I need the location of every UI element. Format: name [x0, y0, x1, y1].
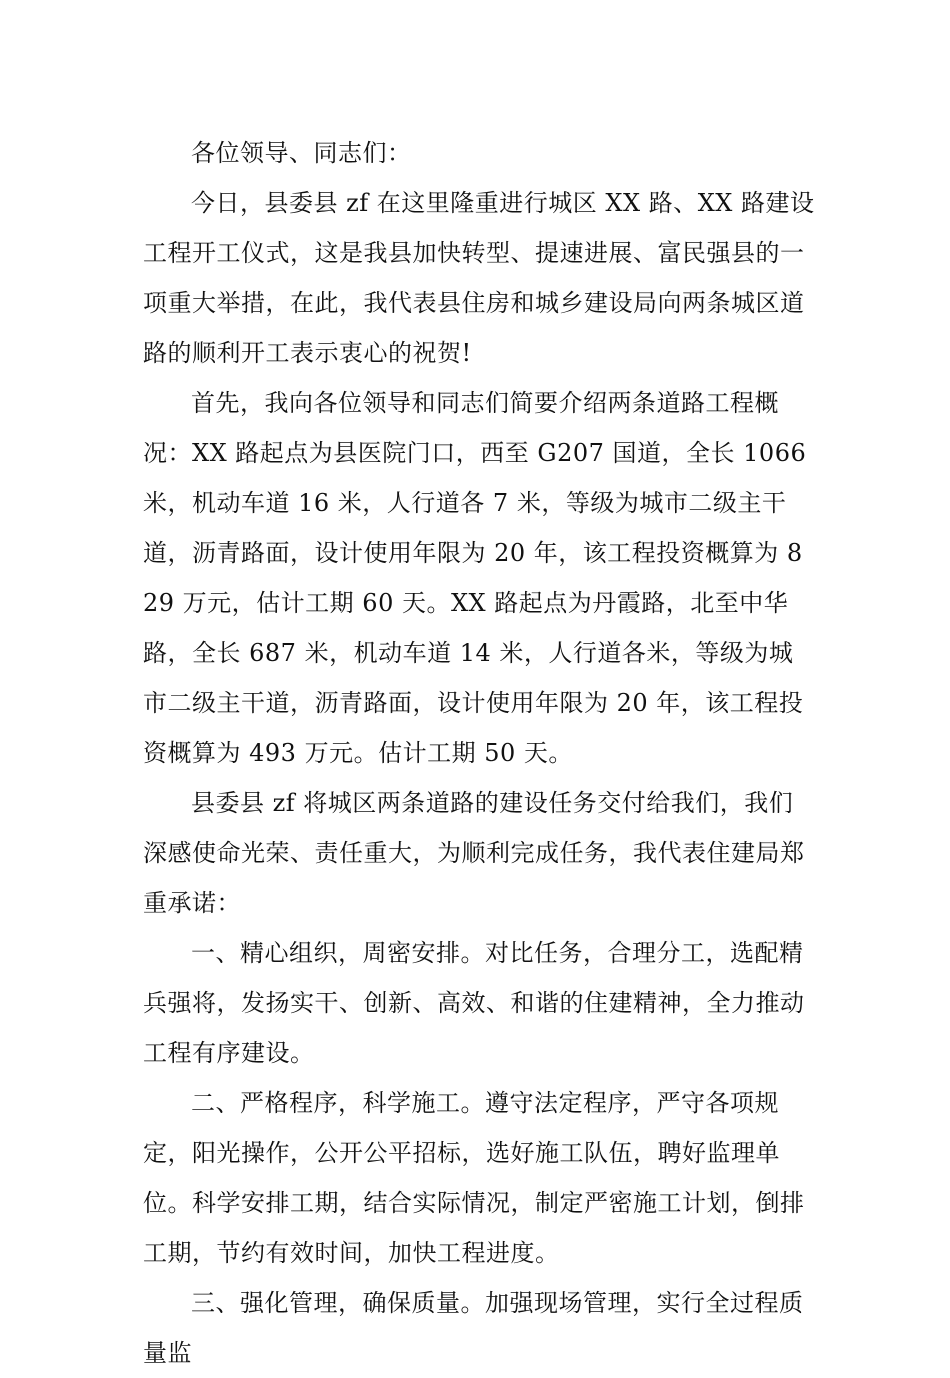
- paragraph-commitment-intro: 县委县 zf 将城区两条道路的建设任务交付给我们，我们深感使命光荣、责任重大，为顺利完成任务，我代表住建局郑重承诺：: [143, 789, 805, 917]
- paragraph-commitment-1: 一、精心组织，周密安排。对比任务，合理分工，选配精兵强将，发扬实干、创新、高效、和谐的住建精神，全力推动工程有序建设。: [143, 939, 805, 1067]
- paragraph-commitment-2: 二、严格程序，科学施工。遵守法定程序，严守各项规定，阳光操作，公开公平招标，选好施工队伍，聘好监理单位。科学安排工期，结合实际情况，制定严密施工计划，倒排工期，节约有效时间，加快工程进度。: [143, 1089, 805, 1267]
- paragraph-project-overview: 首先，我向各位领导和同志们简要介绍两条道路工程概况：XX 路起点为县医院门口，西至 G207 国道，全长 1066 米，机动车道 16 米，人行道各 7 米，等级为城市二级主干道，沥青路面，设计使用年限为 20 年，该工程投资概算为 829 万元，估计工期 60 天。XX 路起点为丹霞路，北至中华路，全长 687 米，机动车道 14 米，人行道各米，等级为城市二级主干道，沥青路面，设计使用年限为 20 年，该工程投资概算为 493 万元。估计工期 50 天。: [143, 389, 807, 767]
- paragraph-opening: 今日，县委县 zf 在这里隆重进行城区 XX 路、XX 路建设工程开工仪式，这是我县加快转型、提速进展、富民强县的一项重大举措，在此，我代表县住房和城乡建设局向两条城区道路的顺利开工表示衷心的祝贺!: [143, 189, 815, 367]
- document-body: [143, 128, 815, 1378]
- salutation: 各位领导、同志们：: [191, 139, 412, 167]
- paragraph-commitment-3: 三、强化管理，确保质量。加强现场管理，实行全过程质量监: [143, 1289, 804, 1367]
